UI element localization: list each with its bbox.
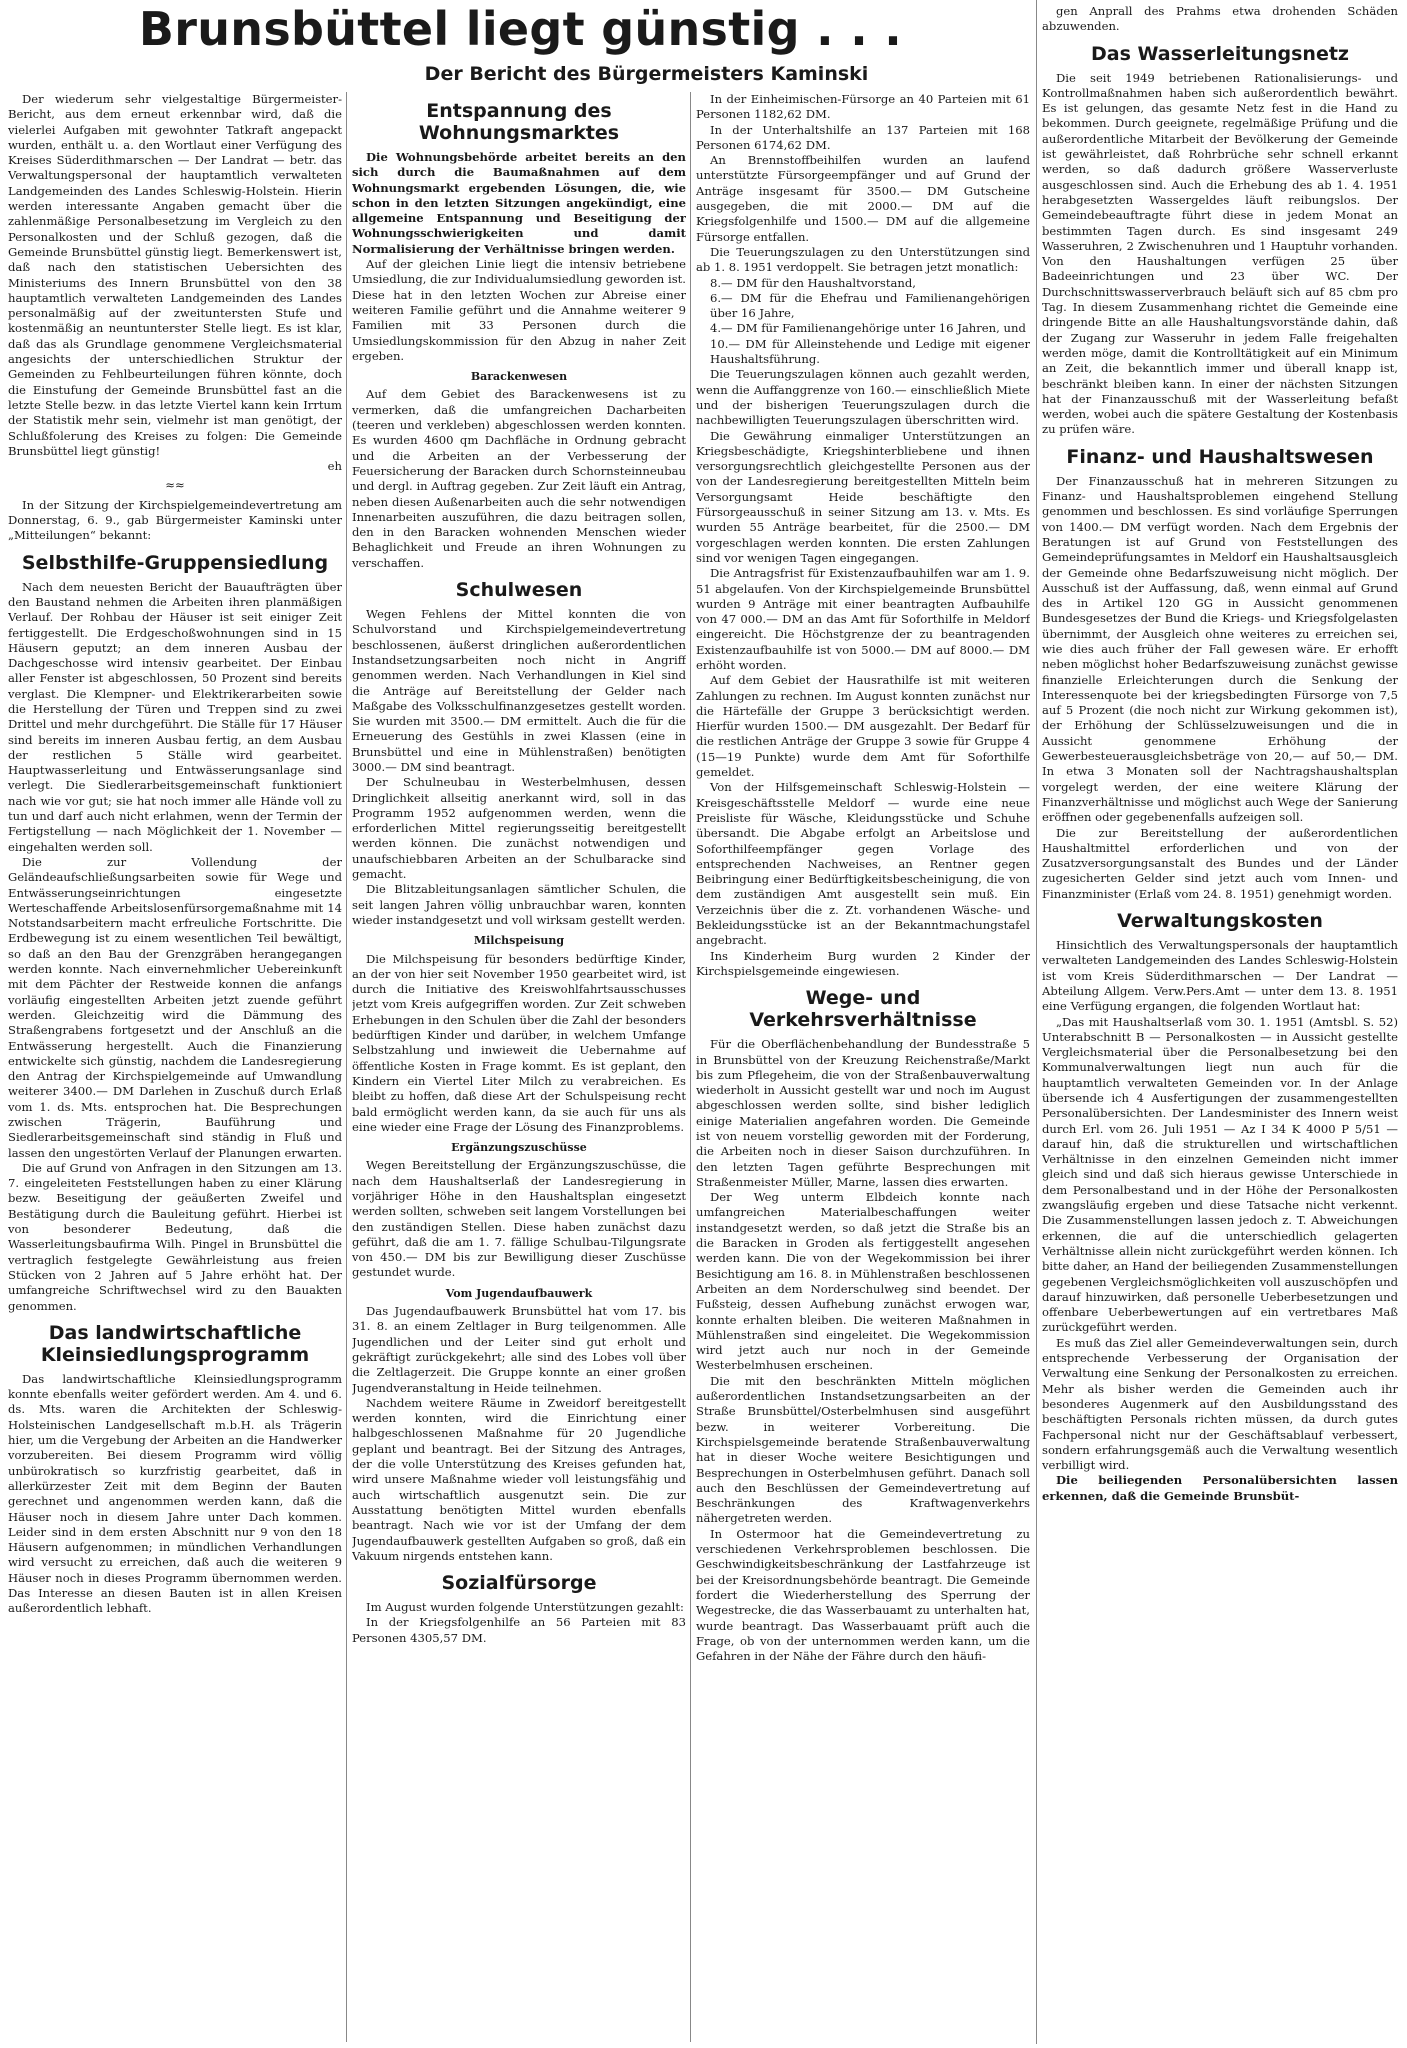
separator-mark: ≈≈ xyxy=(165,478,185,493)
bold-paragraph: Die beiliegenden Personalübersichten lassen erkennen, daß die Gemeinde Brunsbüt- xyxy=(1042,1473,1398,1503)
paragraph: Der wiederum sehr vielgestaltige Bürgermeister-Bericht, aus dem erneut erkennbar wird, daß die vielerlei Aufgaben mit gewohnter Tatkraft angepackt wurden, enthält u. a. den Wortlaut einer Verfügung des Kreises Süderdithmarschen — Der Landrat — betr. das Verwaltungspersonal der hauptamtlich verwalteten Landgemeinden des Landes Schleswig-Holstein. Hierin werden interessante Angaben gemacht über die zahlenmäßige Personalbesetzung im Vergleich zu den Personalkosten und der Schluß gezogen, daß die Gemeinde Brunsbüttel günstig liegt. Bemerkenswert ist, daß nach den statistischen Uebersichten des Ministeriums des Innern Brunsbüttel von den 38 hauptamtlich verwalteten Landgemeinden des Landes personalmäßig auf der zweituntersten Stufe und kostenmäßig an neuntunterster Stelle liegt. Es ist klar, daß das als Grundlage genommene Vergleichsmaterial angesichts der unterschiedlichen Struktur der Gemeinden zu Fehlbeurteilungen führen könnte, doch die Einstufung der Gemeinde Brunsbüttel fast an die letzte Stelle bezw. in das letzte Viertel kann kein Irrtum der Statistik mehr sein, vielmehr ist man genötigt, der Schlußfolerung des Kreises zu folgen: Die Gemeinde Brunsbüttel liegt günstig! xyxy=(8,92,342,458)
paragraph: Wegen Fehlens der Mittel konnten die von Schulvorstand und Kirchspielgemeindevertretung beschlossenen, äußerst dringlichen außerordentlichen Instandsetzungsarbeiten noch nicht in Angriff genommen werden. Nach Verhandlungen in Kiel sind die Anträge auf Bereitstellung der Gelder nach Maßgabe des Volksschulfinanzgesetzes gestellt worden. Sie wurden mit 3500.— DM ermittelt. Auch die für die Erneuerung des Gestühls in zwei Klassen (eine in Brunsbüttel und eine in Mühlenstraßen) benötigten 3000.— DM sind beantragt. xyxy=(352,607,686,774)
section-heading: Verwaltungskosten xyxy=(1117,910,1323,933)
paragraph: Das Jugendaufbauwerk Brunsbüttel hat vom 17. bis 31. 8. an einem Zeltlager in Burg teilgenommen. Alle Jugendlichen und der Leiter sind gut erholt und gekräftigt zurückgekehrt; alle sind des Lobes voll über die Zeltlagerzeit. Die Gruppe konnte an einer großen Jugendveranstaltung in Heide teilnehmen. xyxy=(352,1304,686,1395)
section-heading: Schulwesen xyxy=(455,579,583,602)
section-heading: Wege- und Verkehrsverhältnisse xyxy=(749,987,977,1032)
paragraph: Es muß das Ziel aller Gemeindeverwaltungen sein, durch entsprechende Verbesserung der Organisation der Verwaltung eine Senkung der Personalkosten zu erreichen. Mehr als bisher werden die Gemeinden auch ihr besonderes Augenmerk auf den Ausbildungsstand des beschäftigten Personals richten müssen, da durch gutes Fachpersonal nicht nur der Geschäftsablauf verbessert, sondern erfahrungsgemäß auch die Verwaltung wesentlich verbilligt wird. xyxy=(1042,1335,1398,1473)
column-2 xyxy=(352,92,686,2044)
paragraph: „Das mit Haushaltserlaß vom 30. 1. 1951 (Amtsbl. S. 52) Unterabschnitt B — Personalkosten — in Aussicht gestellte Vergleichsmaterial über die Personalbesetzung bei den Kommunalverwaltungen liegt nun auch für die hauptamtlich verwalteten Gemeinden vor. In der Anlage übersende ich 4 Ausfertigungen der zusammengestellten Personalübersichten. Der Landesminister des Innern weist durch Erl. vom 26. Juli 1951 — Az I 34 K 4000 P 5/51 — darauf hin, daß die strukturellen und wirtschaftlichen Verhältnisse in den einzelnen Gemeinden nicht immer gleich sind und daß sich hieraus gewisse Unterschiede in dem Personalbestand und in der Höhe der Personalkosten zwangsläufig ergeben und diese Tatsache nicht verkennt. Die Zusammenstellungen lassen jedoch z. T. Abweichungen erkennen, die auf die unterschiedlich gelagerten Verhältnisse allein nicht zurückgeführt werden können. Ich bitte daher, an Hand der beiliegenden Zusammenstellungen gegebenen Vergleichsmöglichkeiten voll auszuschöpfen und darauf hinzuwirken, daß personelle Ueberbesetzungen und offenbare Ueberbewertungen auf ein vertretbares Maß zurückgeführt werden. xyxy=(1042,1014,1398,1335)
list-item: 10.— DM für Alleinstehende und Ledige mit eigener Haushaltsführung. xyxy=(710,336,1030,367)
section-heading: Sozialfürsorge xyxy=(441,1572,597,1595)
paragraph: In der Einheimischen-Fürsorge an 40 Parteien mit 61 Personen 1182,62 DM. xyxy=(696,92,1030,122)
paragraph: Die Antragsfrist für Existenzaufbauhilfen war am 1. 9. 51 abgelaufen. Von der Kirchspielgemeinde Brunsbüttel wurden 9 Anträge mit einer beantragten Aufbauhilfe von 47 000.— DM an das Amt für Soforthilfe in Meldorf eingereicht. Die Höchstgrenze der zu beantragenden Existenzaufbauhilfe ist von 5000.— DM auf 8000.— DM erhöht worden. xyxy=(696,566,1030,672)
paragraph: Die Teuerungszulagen zu den Unterstützungen sind ab 1. 8. 1951 verdoppelt. Sie betragen jetzt monatlich: xyxy=(696,244,1030,275)
paragraph: Der Finanzausschuß hat in mehreren Sitzungen zu Finanz- und Haushaltsproblemen eingehend Stellung genommen und beschlossen. Es sind vorläufige Sperrungen von 1400.— DM verfügt worden. Nach dem Ergebnis der Beratungen ist auf Grund von Feststellungen des Gemeindeprüfungsamtes in Meldorf ein Haushaltsausgleich der Gemeinde ohne Bedarfszuweisung nicht möglich. Der Ausschuß ist der Auffassung, daß, wenn einmal auf Grund des in Artikel 120 GG in Aussicht genommenen Bundesgesetzes der Bund die Kriegs- und Kriegsfolgelasten übernimmt, der Ausgleich ohne weiteres zu erreichen sei, wie dies auch früher der Fall gewesen wäre. Er erhofft neben möglichst hoher Bedarfszuweisung zunächst gewisse finanzielle Erleichterungen durch die Senkung der Interessenquote bei der kriegsbedingten Fürsorge von 7,5 auf 5 Prozent (die noch nicht zur Wirkung gekommen ist), der Erhöhung der Schlüsselzuweisungen und die in Aussicht genommene Erhöhung der Gewerbesteuerausgleichsbeträge von 20,— auf 50,— DM. In etwa 3 Monaten soll der Nachtragshaushaltsplan vorgelegt werden, der eine weitere Klärung der Finanzverhältnisse und möglichst auch Wege der Sanierung eröffnen oder gegebenenfalls aufzeigen soll. xyxy=(1042,473,1398,825)
paragraph: Auf dem Gebiet der Hausrathilfe ist mit weiteren Zahlungen zu rechnen. Im August konnten zunächst nur die Härtefälle der Gruppe 3 berücksichtigt werden. Hierfür wurden 1500.— DM ausgezahlt. Der Bedarf für die restlichen Anträge der Gruppe 3 sowie für Gruppe 4 (15—19 Punkte) wurde dem Amt für Soforthilfe gemeldet. xyxy=(696,673,1030,780)
paragraph: Die zur Vollendung der Geländeaufschließungsarbeiten sowie für Wege und Entwässerungseinrichtungen eingesetzte Werteschaffende Arbeitslosenfürsorgemaßnahme mit 14 Notstandsarbeitern macht erfreuliche Fortschritte. Die Erdbewegung ist zu einem wesentlichen Teil bewältigt, so daß an den Bau der Grenzgräben herangegangen werden konnte. Nach einvernehmlicher Uebereinkunft mit dem Pächter der Restweide konnen die anfangs vorläufig eingestellten Arbeiten jetzt zuende geführt werden. Gleichzeitig wird die Dämmung des Straßengrabens fortgesetzt und der Anschluß an die Entwässerung hergestellt. Auch die Finanzierung entwickelte sich günstig, nachdem die Landesregierung den Antrag der Kirchspielgemeinde auf Umwandlung weiterer 3400.— DM Darlehen in Zuschuß durch Erlaß vom 1. ds. Mts. entsprochen hat. Die Besprechungen zwischen Trägerin, Bauführung und Siedlerarbeitsgemeinschaft sind ständig in Fluß und lassen den ungestörten Verlauf der Planungen erwarten. xyxy=(8,854,342,1160)
subsection-heading: Barackenwesen xyxy=(470,370,568,384)
paragraph: Auf der gleichen Linie liegt die intensiv betriebene Umsiedlung, die zur Individualumsiedlung geworden ist. Diese hat in den letzten Wochen zur Abreise einer weiteren Familie geführt und die Annahme weiterer 9 Familien mit 33 Personen durch die Umsiedlungskommission für den Abzug in naher Zeit ergeben. xyxy=(352,257,686,363)
paragraph: Die mit den beschränkten Mitteln möglichen außerordentlichen Instandsetzungsarbeiten an der Straße Brunsbüttel/Osterbelmhusen sind ausgeführt bezw. in weiterer Vorbereitung. Die Kirchspielsgemeinde beratende Straßenbauverwaltung hat in dieser Woche weitere Besichtigungen und Besprechungen in Osterbelmhusen geführt. Danach soll auch den Beschlüssen der Gemeindevertretung auf Beschränkungen des Kraftwagenverkehrs nähergetreten werden. xyxy=(696,1373,1030,1526)
column-divider xyxy=(690,92,691,2042)
paragraph: In Ostermoor hat die Gemeindevertretung zu verschiedenen Verkehrsproblemen beschlossen. Die Geschwindigkeitsbeschränkung der Lastfahrzeuge ist bei der Kreisordnungsbehörde beantragt. Die Gemeinde fordert die Wiederherstellung des Sperrung der Wegestrecke, die das Wasserbauamt zu unterhalten hat, wurde beantragt. Das Wasserbauamt prüft auch die Frage, ob von der unternommen werden kann, um die Gefahren in der Nähe der Fähre durch den häufi- xyxy=(696,1526,1030,1664)
section-heading: Das Wasserleitungsnetz xyxy=(1090,42,1349,65)
article-subheadline: Der Bericht des Bürgermeisters Kaminski xyxy=(424,63,869,85)
column-divider xyxy=(346,92,347,2042)
paragraph: Die Gewährung einmaliger Unterstützungen an Kriegsbeschädigte, Kriegshinterbliebene und ihnen versorgungsrechtlich gleichgestellte Personen aus der von der Landesregierung bereitgestellten Mitteln beim Versorgungsamt Heide beschäftigte den Fürsorgeausschuß in seiner Sitzung am 13. v. Mts. Es wurden 55 Anträge bearbeitet, für die 2500.— DM vorgeschlagen werden konnten. Die ersten Zahlungen sind vor wenigen Tagen eingegangen. xyxy=(696,428,1030,565)
paragraph: Die Milchspeisung für besonders bedürftige Kinder, an der von hier seit November 1950 gearbeitet wird, ist durch die Initiative des Kreiswohlfahrtsausschusses jetzt vom Kreis aufgegriffen worden. Zur Zeit schweben Erhebungen in den Schulen über die Zahl der besonders bedürftigen Kinder und darüber, in welchem Umfange Selbstzahlung und inwieweit die Uebernahme auf öffentliche Kosten in Frage kommt. Es ist geplant, den Kindern ein Viertel Liter Milch zu verabreichen. Es bleibt zu hoffen, daß diese Art der Schulspeisung recht bald ermöglicht werden kann, da sie auch für uns als eine wieder eine Frage der Lösung des Finanzproblems. xyxy=(352,951,686,1134)
paragraph: Ins Kinderheim Burg wurden 2 Kinder der Kirchspielsgemeinde eingewiesen. xyxy=(696,948,1030,978)
paragraph: Hinsichtlich des Verwaltungspersonals der hauptamtlich verwalteten Landgemeinden des Landes Schleswig-Holstein ist vom Kreis Süderdithmarschen — Der Landrat — Abteilung Allgem. Verw.Pers.Amt — unter dem 13. 8. 1951 eine Verfügung ergangen, die folgenden Wortlaut hat: xyxy=(1042,938,1398,1014)
paragraph: In der Unterhaltshilfe an 137 Parteien mit 168 Personen 6174,62 DM. xyxy=(696,122,1030,152)
list-item: 8.— DM für den Haushaltvorstand, xyxy=(710,275,916,290)
article-headline: Brunsbüttel liegt günstig . . . xyxy=(138,2,903,56)
bold-paragraph: Die Wohnungsbehörde arbeitet bereits an den sich durch die Baumaßnahmen auf dem Wohnungsmarkt ergebenden Lösungen, die, wie schon in den letzten Sitzungen angekündigt, eine allgemeine Entspannung und Beseitigung der Wohnungsschwierigkeiten und damit Normalisierung der Verhältnisse bringen werden. xyxy=(352,150,686,256)
list-item: 6.— DM für die Ehefrau und Familienangehörigen über 16 Jahre, xyxy=(710,290,1030,321)
author-signature: eh xyxy=(327,459,342,474)
subsection-heading: Vom Jugendaufbauwerk xyxy=(445,1286,593,1300)
section-heading: Finanz- und Haushaltswesen xyxy=(1066,445,1374,468)
paragraph: Nach dem neuesten Bericht der Bauaufträgten über den Baustand nehmen die Arbeiten ihren planmäßigen Verlauf. Der Rohbau der Häuser ist seit einiger Zeit fertiggestellt. Die Erdgeschoßwohnungen sind in 15 Häusern geputzt; an dem inneren Ausbau der Dachgeschosse wird intensiv gearbeitet. Der Einbau aller Fenster ist abgeschlossen, 50 Prozent sind bereits verglast. Die Klempner- und Elektrikerarbeiten sowie die Herstellung der Türen und Treppen sind zu zwei Drittel und mehr durchgeführt. Die Ställe für 17 Häuser sind bereits im inneren Ausbau fertig, an dem Ausbau der restlichen 5 Ställe wird gearbeitet. Hauptwasserleitung und Entwässerungsanlage sind verlegt. Die Siedlerarbeitsgemeinschaft funktioniert nach wie vor gut; sie hat noch immer alle Hände voll zu tun und darf auch nicht erlahmen, wenn der Termin der Fertigstellung — nach Möglichkeit der 1. November — eingehalten werden soll. xyxy=(8,579,342,854)
paragraph: Auf dem Gebiet des Barackenwesens ist zu vermerken, daß die umfangreichen Dacharbeiten (teeren und verkleben) abgeschlossen werden konnten. Es wurden 4600 qm Dachfläche in Ordnung gebracht und die Arbeiten an der Verbesserung der Feuersicherung der Baracken durch Schornsteinneubau und dergl. in Auftrag gegeben. Zur Zeit läuft ein Antrag, neben diesen Außenarbeiten auch die sehr notwendigen Innenarbeiten auszuführen, die dazu beitragen sollen, den in den Baracken wohnenden Menschen wieder Behaglichkeit und Freude an ihren Wohnungen zu verschaffen. xyxy=(352,387,686,570)
paragraph: In der Kriegsfolgenhilfe an 56 Parteien mit 83 Personen 4305,57 DM. xyxy=(352,1615,686,1645)
section-heading: Selbsthilfe-Gruppensiedlung xyxy=(21,551,329,574)
paragraph: Der Schulneubau in Westerbelmhusen, dessen Dringlichkeit allseitig anerkannt wird, soll in das Programm 1952 aufgenommen werden, wenn die erforderlichen Mittel regierungsseitig bereitgestellt werden können. Die zunächst notwendigen und unaufschiebbaren Arbeiten an der Schulbaracke sind gemacht. xyxy=(352,775,686,882)
paragraph: Die Blitzableitungsanlagen sämtlicher Schulen, die seit langen Jahren völlig unbrauchbar waren, konnten wieder instandgesetzt und voll wirksam gestellt werden. xyxy=(352,882,686,927)
paragraph: gen Anprall des Prahms etwa drohenden Schäden abzuwenden. xyxy=(1042,4,1398,34)
column-3 xyxy=(696,92,1030,2044)
paragraph: Für die Oberflächenbehandlung der Bundesstraße 5 in Brunsbüttel von der Kreuzung Reichenstraße/Markt bis zum Pflegeheim, die von der Straßenbauverwaltung wiederholt in Aussicht gestellt war und noch im August abgeschlossen werden sollte, sind bisher lediglich einige Materialien angefahren worden. Die Gemeinde ist von neuem vorstellig geworden mit der Forderung, die Arbeiten noch in dieser Saison durchzuführen. In den letzten Tagen geführte Besprechungen mit Straßenmeister Müller, Marne, lassen dies erwarten. xyxy=(696,1037,1030,1189)
paragraph: Im August wurden folgende Unterstützungen gezahlt: xyxy=(366,1600,684,1615)
paragraph: Der Weg unterm Elbdeich konnte nach umfangreichen Materialbeschaffungen weiter instandgesetzt werden, so daß jetzt die Straße bis an die Baracken in Groden als fertiggestellt angesehen werden kann. Die von der Wegekommission bei ihrer Besichtigung am 16. 8. in Mühlenstraßen beschlossenen Arbeiten an dem Norderschulweg sind beendet. Der Fußsteig, dessen Aufhebung zunächst erwogen war, konnte erhalten bleiben. Die weiteren Maßnahmen in Mühlenstraßen sind eingeleitet. Die Wegekommission wird jetzt auch nur noch in der Gemeinde Westerbelmhusen erscheinen. xyxy=(696,1190,1030,1373)
subsection-heading: Milchspeisung xyxy=(473,934,565,948)
paragraph: In der Sitzung der Kirchspielgemeindevertretung am Donnerstag, 6. 9., gab Bürgermeister Kaminski unter „Mitteilungen“ bekannt: xyxy=(8,497,342,543)
paragraph: Die zur Bereitstellung der außerordentlichen Haushaltmittel erforderlichen und von der Zusatzversorgungsanstalt des Bundes und der Länder zugesicherten Gelder sind jetzt auch vom Innen- und Finanzminister (Erlaß vom 24. 8. 1951) genehmigt worden. xyxy=(1042,825,1398,901)
column-divider xyxy=(1036,0,1037,2044)
subsection-heading: Ergänzungszuschüsse xyxy=(451,1141,587,1155)
list-item: 4.— DM für Familienangehörige unter 16 Jahren, und xyxy=(710,321,1026,336)
paragraph: Die seit 1949 betriebenen Rationalisierungs- und Kontrollmaßnahmen haben sich außerordentlich bewährt. Es ist gelungen, das gesamte Netz fest in die Hand zu bekommen. Durch geeignete, regelmäßige Prüfung und die außerordentliche Mitarbeit der Bevölkerung der Gemeinde ist gewährleistet, daß Rohrbrüche sehr schnell erkannt werden, so daß dadurch größere Wasserverluste ausgeschlossen sind. Auch die Erhebung des ab 1. 4. 1951 herabgesetzten Wassergeldes läuft reibungslos. Der Gemeindebeauftragte führt diese in jedem Monat an bestimmten Tagen durch. Es sind insgesamt 249 Wasseruhren, 2 Zwischenuhren und 1 Hauptuhr vorhanden. Von den Haushaltungen verfügen 25 über Badeeinrichtungen und 23 über WC. Der Durchschnittswasserverbrauch beläuft sich auf 85 cbm pro Tag. In diesem Zusammenhang richtet die Gemeinde eine dringende Bitte an alle Haushaltungsvorstände dahin, daß der Zugang zur Wasseruhr in jedem Falle freigehalten werden möge, damit die Kontrolltätigkeit auf ein Minimum an Zeit, die bekanntlich immer und überall knapp ist, beschränkt bleiben kann. In einer der nächsten Sitzungen hat der Finanzausschuß mit der Wasserleitung befaßt werden, wobei auch die spätere Gestaltung der Kostenbasis zu prüfen wäre. xyxy=(1042,70,1398,437)
column-4 xyxy=(1042,4,1398,2044)
section-heading: Entspannung des Wohnungsmarktes xyxy=(418,100,620,144)
section-heading: Das landwirtschaftliche Kleinsiedlungsprogramm xyxy=(40,1321,310,1366)
paragraph: Die auf Grund von Anfragen in den Sitzungen am 13. 7. eingeleiteten Feststellungen haben zu einer Klärung bezw. Beseitigung der geäußerten Zweifel und Bestätigung durch die Bauleitung geführt. Hierbei ist von besonderer Bedeutung, daß die Wasserleitungsbaufirma Wilh. Pingel in Brunsbüttel die vertraglich festgelegte Gewährleistung aus freien Stücken von 2 Jahren auf 5 Jahre erhöht hat. Der umfangreiche Schriftwechsel wird zu den Bauakten genommen. xyxy=(8,1160,342,1313)
paragraph: Nachdem weitere Räume in Zweidorf bereitgestellt werden konnten, wird die Einrichtung einer halbgeschlossenen Maßnahme für 20 Jugendliche geplant und beantragt. Bei der Sitzung des Antrages, der die volle Unterstützung des Kreises gefunden hat, wird unsere Maßnahme wieder voll leistungsfähig und auch wirtschaftlich ausgenutzt sein. Die zur Ausstattung benötigten Mittel wurden ebenfalls beantragt. Nach wie vor ist der Umfang der dem Jugendaufbauwerk gestellten Aufgaben so groß, daß ein Vakuum nirgends entstehen kann. xyxy=(352,1395,686,1563)
paragraph: Wegen Bereitstellung der Ergänzungszuschüsse, die nach dem Haushaltserlaß der Landesregierung in vorjähriger Höhe in den Haushaltsplan eingesetzt werden sollten, schweben seit langem Vorstellungen bei den zuständigen Stellen. Diese haben zunächst dazu geführt, daß die am 1. 7. fällige Schulbau-Tilgungsrate von 450.— DM bis zur Bewilligung dieser Zuschüsse gestundet wurde. xyxy=(352,1158,686,1280)
column-1 xyxy=(8,92,342,2044)
paragraph: An Brennstoffbeihilfen wurden an laufend unterstützte Fürsorgeempfänger und auf Grund der Anträge insgesamt für 3500.— DM Gutscheine ausgegeben, die mit 2000.— DM auf die Kriegsfolgenhilfe und 1500.— DM auf die allgemeine Fürsorge entfallen. xyxy=(696,153,1030,244)
paragraph: Das landwirtschaftliche Kleinsiedlungsprogramm konnte ebenfalls weiter gefördert werden. Am 4. und 6. ds. Mts. waren die Architekten der Schleswig-Holsteinischen Landgesellschaft m.b.H. als Trägerin hier, um die Vergebung der Arbeiten an die Handwerker vorzubereiten. Bei diesem Programm wird völlig unbürokratisch so kurzfristig gearbeitet, daß in allerkürzester Zeit mit dem Beginn der Bauten gerechnet und angenommen werden kann, daß die Häuser noch in diesem Jahre unter Dach kommen. Leider sind in dem ersten Abschnitt nur 9 von den 18 Häusern aufgenommen; in mündlichen Verhandlungen wird versucht zu erreichen, daß auch die weiteren 9 Häuser noch in dieses Programm übernommen werden. Das Interesse an diesen Bauten ist in allen Kreisen außerordentlich lebhaft. xyxy=(8,1371,342,1616)
paragraph: Die Teuerungszulagen können auch gezahlt werden, wenn die Auffanggrenze von 160.— einschließlich Miete und der bisherigen Teuerungszulagen durch die nachbewilligten Teuerungszulagen überschritten wird. xyxy=(696,367,1030,428)
paragraph: Von der Hilfsgemeinschaft Schleswig-Holstein — Kreisgeschäftsstelle Meldorf — wurde eine neue Preisliste für Wäsche, Kleidungsstücke und Schuhe übersandt. Die Abgabe erfolgt an Arbeitslose und Soforthilfeempfänger gegen Vorlage des entsprechenden Nachweises, an Rentner gegen Beibringung einer Bedürftigkeitsbescheinigung, die von dem zuständigen Amt ausgestellt sein muß. Ein Verzeichnis über die z. Zt. vorhandenen Wäsche- und Bekleidungsstücke ist an der Bekanntmachungstafel angebracht. xyxy=(696,780,1030,948)
